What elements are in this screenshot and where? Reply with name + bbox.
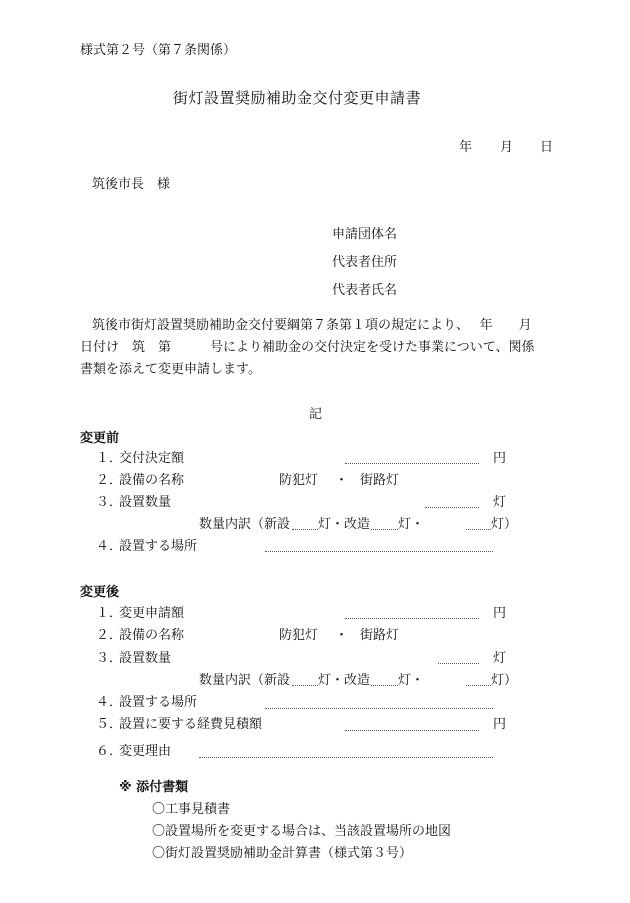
after-item3-blank[interactable] <box>438 663 479 664</box>
after-item3-unit: 灯 <box>493 651 507 666</box>
form-number: 様式第２号（第７条関係） <box>80 43 237 58</box>
after-item1-unit: 円 <box>493 606 507 621</box>
after-item1-number: １． <box>96 606 123 621</box>
attachments-heading: ※ 添付書類 <box>119 780 189 795</box>
after-item5-label: 設置に要する経費見積額 <box>119 717 263 732</box>
date-day-label: 日 <box>540 140 554 155</box>
body-line-1: 筑後市街灯設置奨励補助金交付要綱第７条第１項の規定により、 年 月 <box>92 318 532 333</box>
before-item3-blank[interactable] <box>425 507 479 508</box>
before-item3-unit: 灯 <box>493 495 507 510</box>
after-item5-blank[interactable] <box>345 730 479 731</box>
before-item1-number: １． <box>96 451 123 466</box>
before-breakdown-prefix: 数量内訳（新設 <box>199 517 291 532</box>
before-item3-label: 設置数量 <box>119 495 172 510</box>
document-title: 街灯設置奨励補助金交付変更申請書 <box>173 89 422 107</box>
after-item1-label: 変更申請額 <box>119 606 185 621</box>
after-item4-number: ４． <box>96 695 123 710</box>
before-item3-number: ３． <box>96 495 123 510</box>
after-item5-number: ５． <box>96 717 123 732</box>
after-item6-blank[interactable] <box>199 757 493 758</box>
applicant-org-name-label: 申請団体名 <box>332 227 398 242</box>
before-item2-number: ２． <box>96 473 123 488</box>
addressee: 筑後市長 様 <box>92 177 171 192</box>
after-option-crime-light: 防犯灯 <box>279 628 319 643</box>
after-breakdown-mid2: 灯・ <box>398 673 425 688</box>
before-item4-blank[interactable] <box>265 551 493 552</box>
body-line-3: 書類を添えて変更申請します。 <box>80 362 261 377</box>
before-item1-blank[interactable] <box>345 463 479 464</box>
after-item4-blank[interactable] <box>265 708 493 709</box>
before-item4-number: ４． <box>96 539 123 554</box>
after-breakdown-modify-blank[interactable] <box>371 685 398 686</box>
after-item2-number: ２． <box>96 628 123 643</box>
before-breakdown-mid1: 灯・改造 <box>318 517 371 532</box>
note-mark: 記 <box>309 407 323 422</box>
after-option-separator: ・ <box>335 628 349 643</box>
after-item3-label: 設置数量 <box>119 651 172 666</box>
before-breakdown-new-blank[interactable] <box>292 529 318 530</box>
after-item4-label: 設置する場所 <box>119 695 198 710</box>
before-breakdown-modify-blank[interactable] <box>371 529 398 530</box>
attachment-location-map: 〇設置場所を変更する場合は、当該設置場所の地図 <box>152 824 452 839</box>
before-breakdown-other-blank[interactable] <box>466 529 491 530</box>
before-item4-label: 設置する場所 <box>119 539 198 554</box>
attachment-calculation-sheet: 〇街灯設置奨励補助金計算書（様式第３号） <box>152 846 413 861</box>
after-breakdown-mid1: 灯・改造 <box>318 673 371 688</box>
before-heading: 変更前 <box>80 431 120 446</box>
before-option-street-light: 街路灯 <box>360 473 400 488</box>
after-item5-unit: 円 <box>493 717 507 732</box>
attachment-estimate: 〇工事見積書 <box>152 802 231 817</box>
before-item1-unit: 円 <box>493 451 507 466</box>
after-item3-number: ３． <box>96 651 123 666</box>
after-item1-blank[interactable] <box>345 618 479 619</box>
after-breakdown-new-blank[interactable] <box>292 685 318 686</box>
applicant-rep-name-label: 代表者氏名 <box>332 283 398 298</box>
before-item1-label: 交付決定額 <box>119 451 185 466</box>
before-breakdown-end: 灯） <box>491 517 518 532</box>
date-year-label: 年 <box>459 140 473 155</box>
after-breakdown-other-blank[interactable] <box>466 685 491 686</box>
before-option-separator: ・ <box>335 473 349 488</box>
before-breakdown-mid2: 灯・ <box>398 517 425 532</box>
after-heading: 変更後 <box>80 585 120 600</box>
after-item6-label: 変更理由 <box>119 744 172 759</box>
after-breakdown-prefix: 数量内訳（新設 <box>199 673 291 688</box>
applicant-rep-address-label: 代表者住所 <box>332 255 398 270</box>
date-month-label: 月 <box>500 140 514 155</box>
body-line-2: 日付け 筑 第 号により補助金の交付決定を受けた事業について、関係 <box>80 340 535 355</box>
before-item2-label: 設備の名称 <box>119 473 185 488</box>
after-option-street-light: 街路灯 <box>360 628 400 643</box>
before-option-crime-light: 防犯灯 <box>279 473 319 488</box>
after-item6-number: ６． <box>96 744 123 759</box>
after-item2-label: 設備の名称 <box>119 628 185 643</box>
after-breakdown-end: 灯） <box>491 673 518 688</box>
